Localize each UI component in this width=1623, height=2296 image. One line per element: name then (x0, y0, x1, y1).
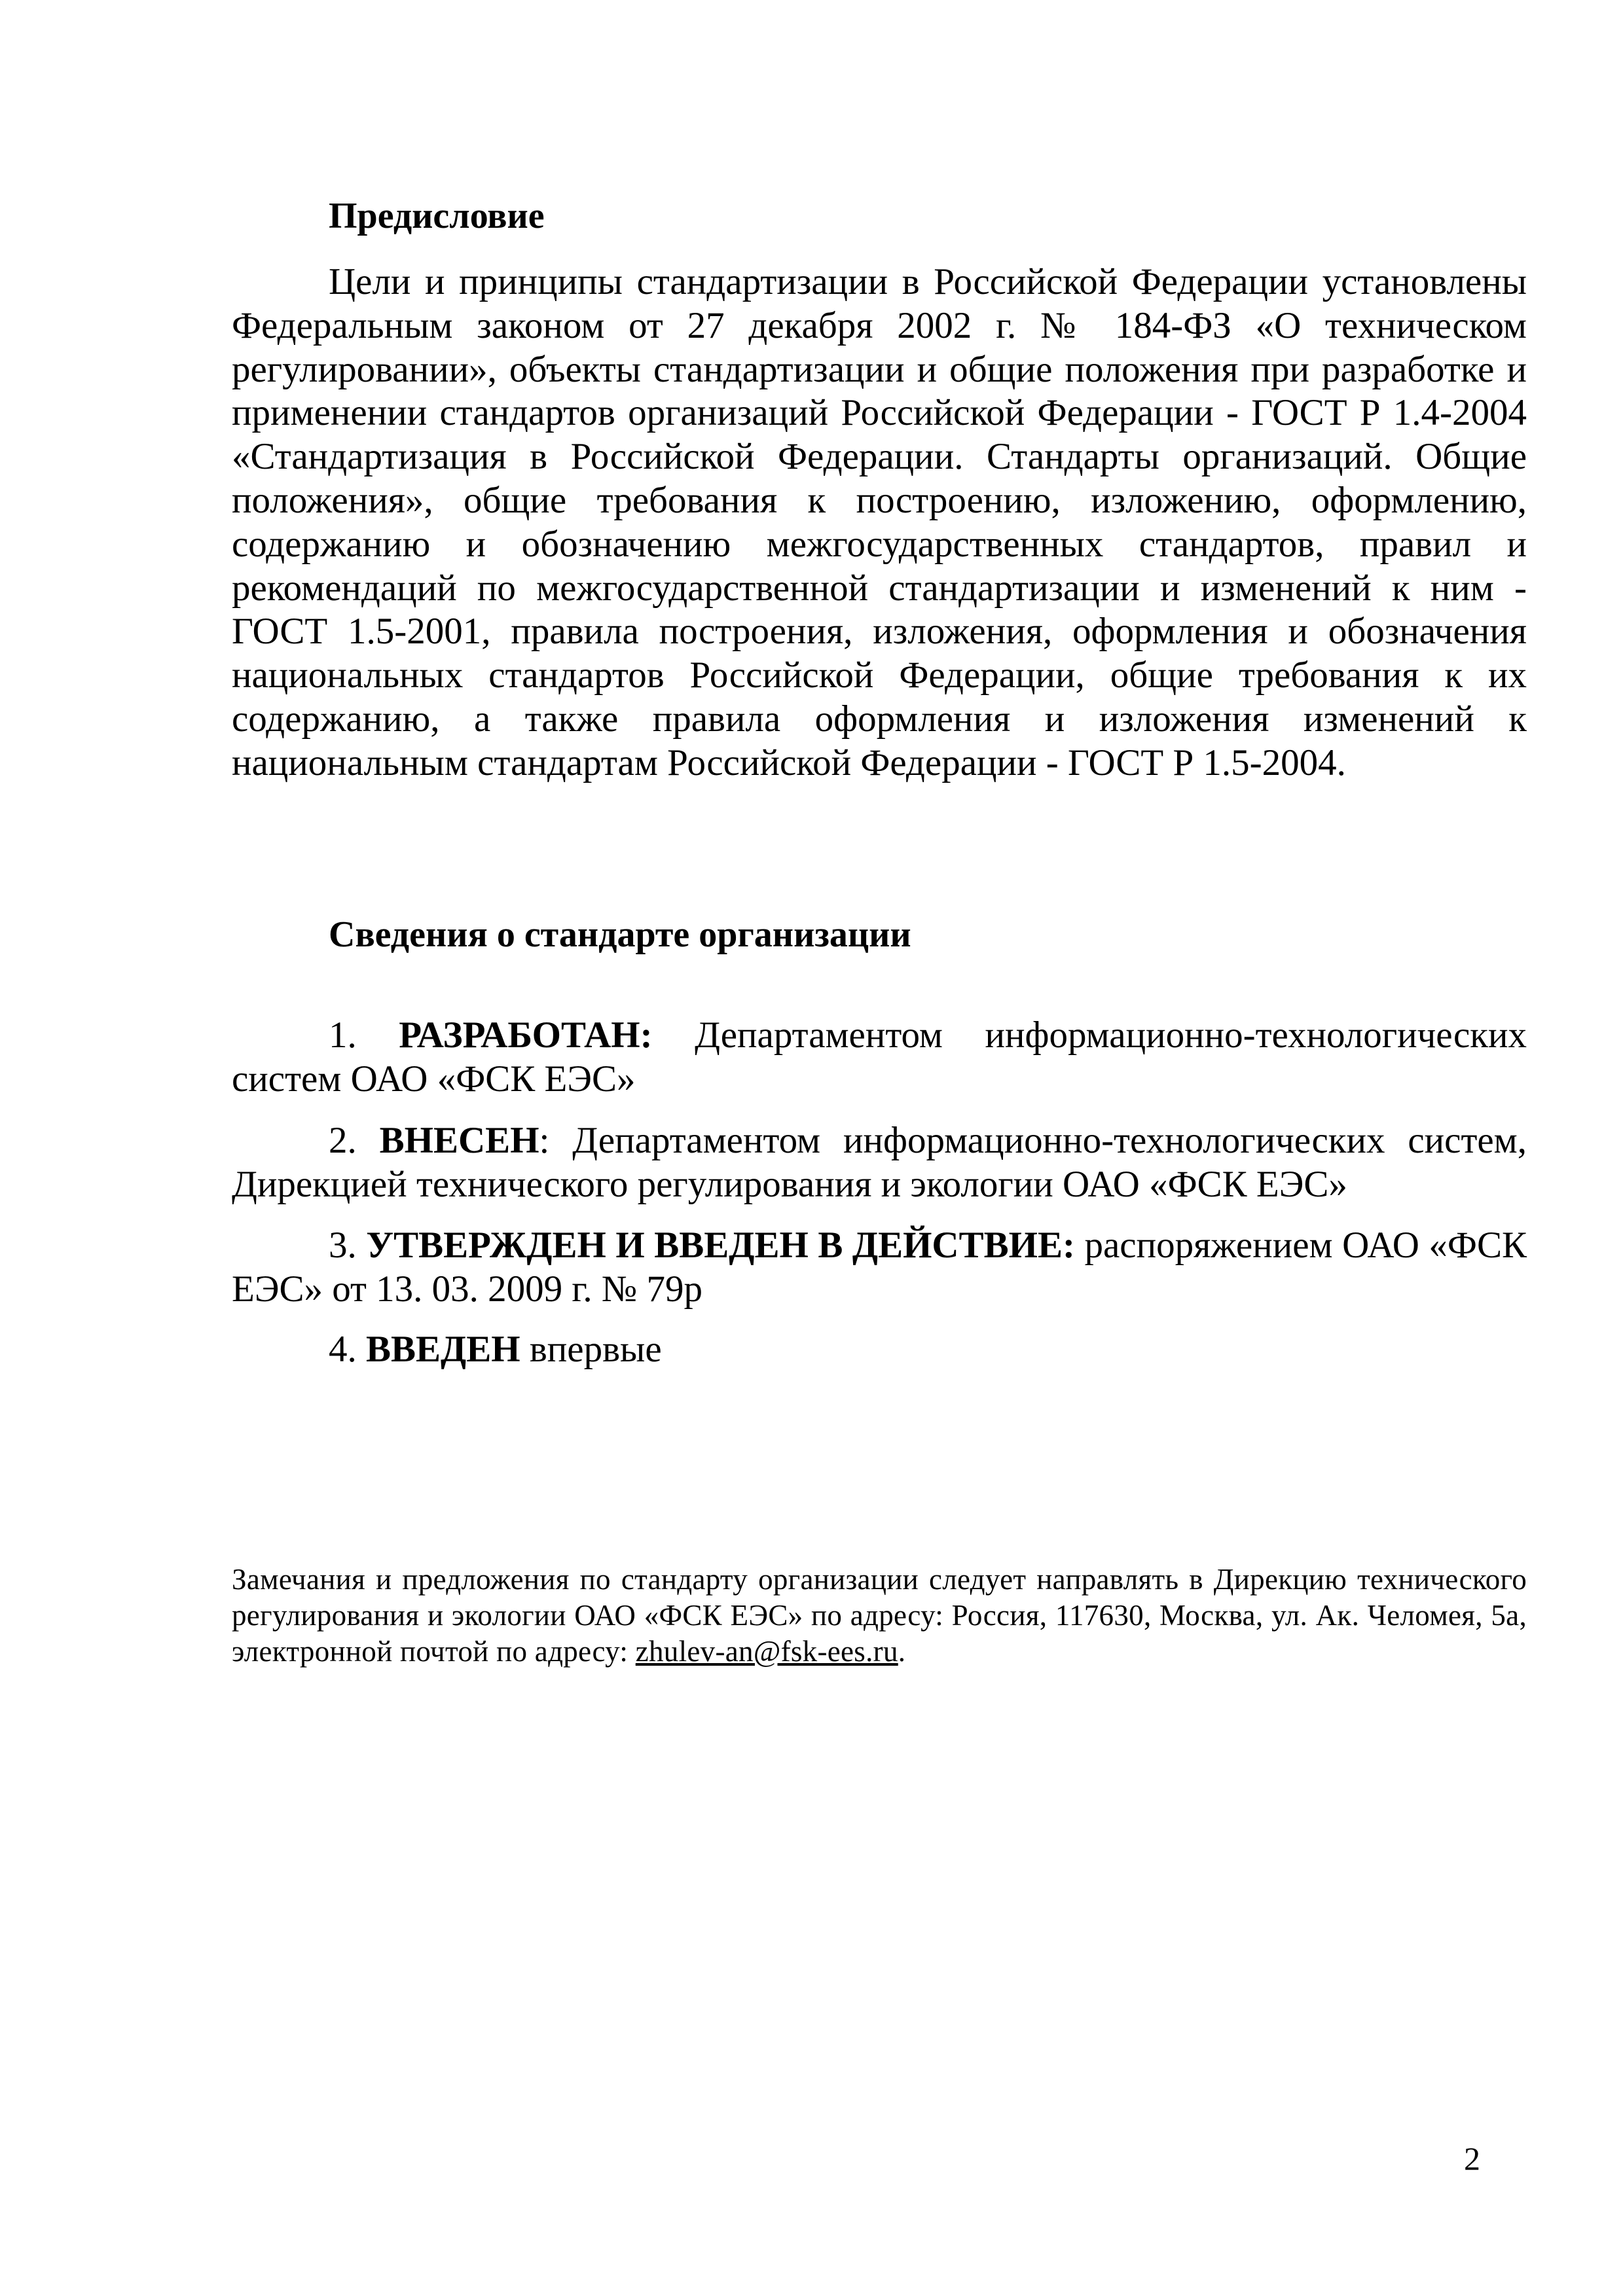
preface-heading: Предисловие (329, 196, 545, 236)
preface-paragraph: Цели и принципы стандартизации в Российской Федерации установлены Федеральным законом от 27 декабря 2002 г. № 184-ФЗ «О техническом регулировании», объекты стандартизации и общие положения при разработке и применении стандартов организаций Российской Федерации - ГОСТ Р 1.4-2004 «Стандартизация в Российской Федерации. Стандарты организаций. Общие положения», общие требования к построению, изложению, оформлению, содержанию и обозначению межгосударственных стандартов, правил и рекомендаций по межгосударственной стандартизации и изменений к ним - ГОСТ 1.5-2001, правила построения, изложения, оформления и обозначения национальных стандартов Российской Федерации, общие требования к их содержанию, а также правила оформления и изложения изменений к национальным стандартам Российской Федерации - ГОСТ Р 1.5-2004. (232, 261, 1527, 783)
item-label: ВНЕСЕН (379, 1120, 539, 1161)
info-item-developed (232, 1014, 1527, 1102)
item-number: 4. (329, 1329, 357, 1370)
item-text: распоряжением ОАО «ФСК ЕЭС» от 13. 03. 2009 г. № 79р (232, 1225, 1527, 1310)
note-text: Замечания и предложения по стандарту организации следует направлять в Дирекцию технического регулирования и экологии ОАО «ФСК ЕЭС» по адресу: Россия, 117630, Москва, ул. Ак. Челомея, 5а, электронной почтой по адресу: (232, 1563, 1527, 1668)
page-number: 2 (1464, 2140, 1480, 2177)
email-link[interactable]: zhulev-an@fsk-ees.ru (635, 1635, 898, 1668)
item-number: 2. (329, 1120, 357, 1161)
item-text: : Департаментом информационно-технологических систем, Дирекцией технического регулирования и экологии ОАО «ФСК ЕЭС» (232, 1120, 1527, 1205)
item-label: УТВЕРЖДЕН И ВВЕДЕН В ДЕЙСТВИЕ: (366, 1225, 1075, 1266)
item-number: 1. (329, 1014, 357, 1056)
note-end: . (898, 1635, 906, 1668)
item-text: Департаментом информационно-технологических систем ОАО «ФСК ЕЭС» (232, 1014, 1527, 1100)
item-text: впервые (529, 1329, 662, 1370)
item-label: ВВЕДЕН (366, 1329, 520, 1370)
item-number: 3. (329, 1225, 357, 1266)
standard-info-heading: Сведения о стандарте организации (329, 914, 911, 955)
info-item-submitted (232, 1119, 1527, 1207)
info-item-approved (232, 1224, 1527, 1312)
info-item-introduced (232, 1328, 1527, 1372)
feedback-note (232, 1562, 1527, 1670)
item-label: РАЗРАБОТАН: (399, 1014, 653, 1056)
